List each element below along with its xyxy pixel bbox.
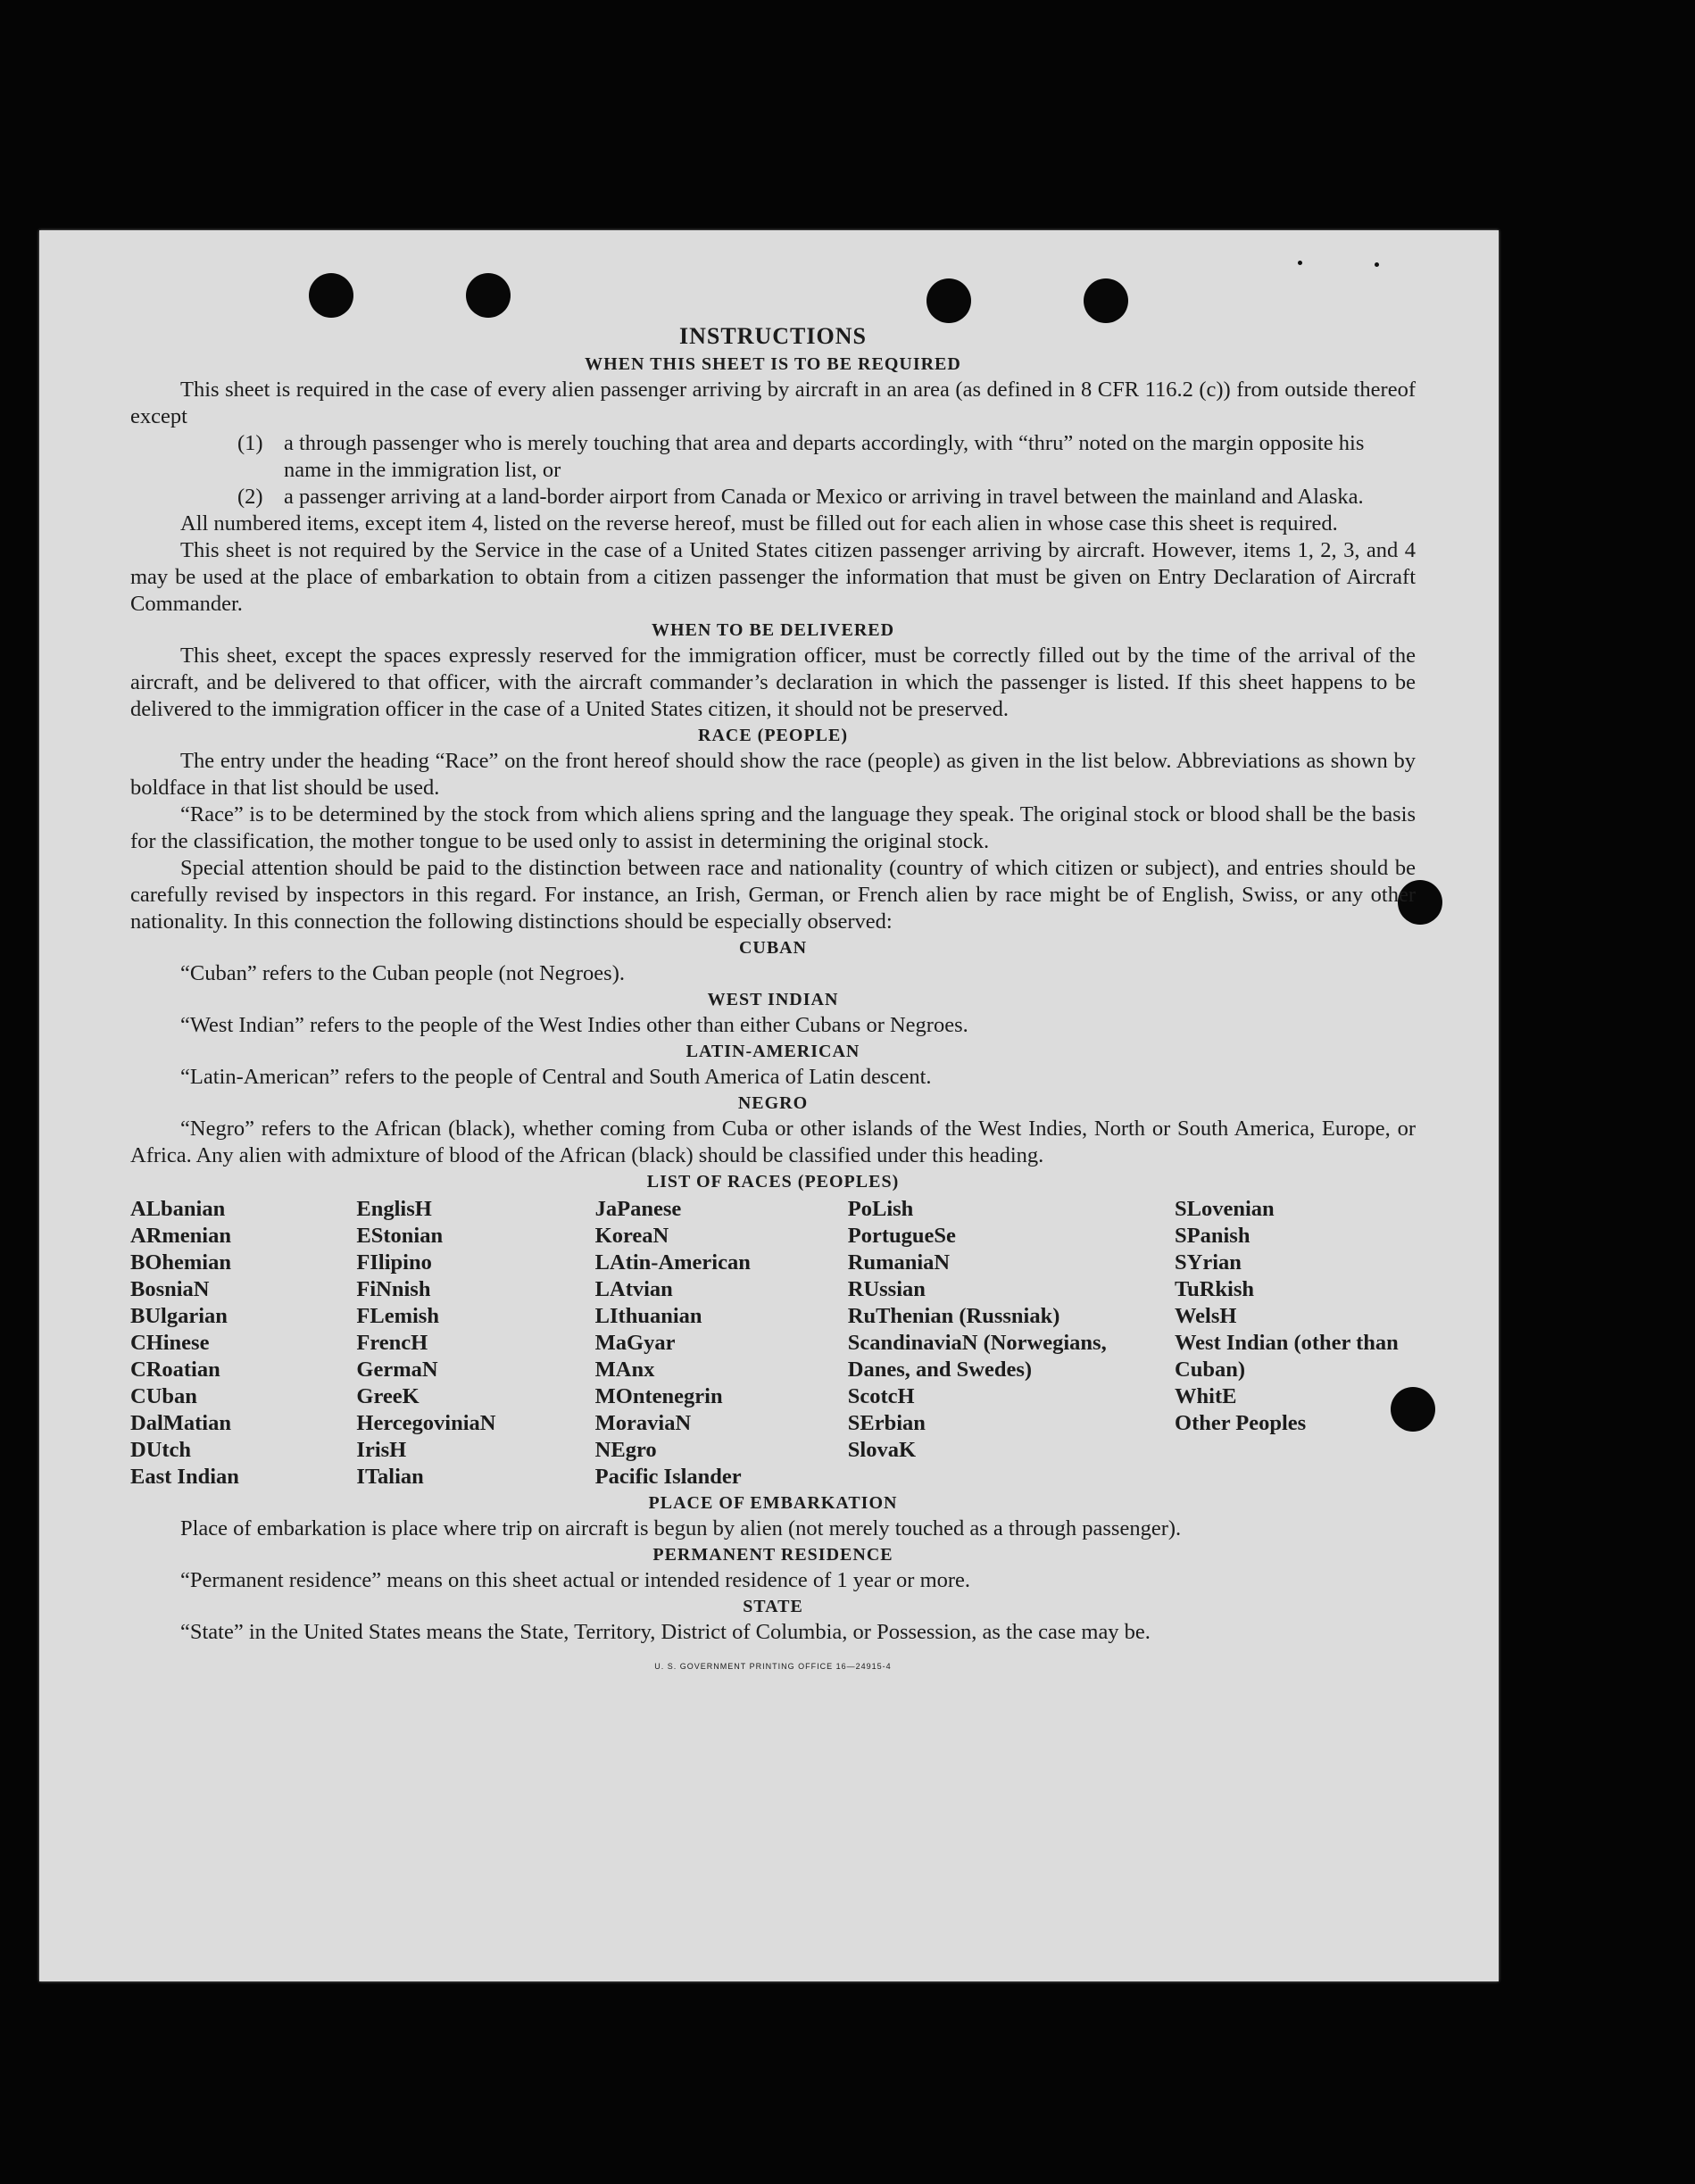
race-entry: ALbanian <box>130 1197 226 1221</box>
when-required-para2: All numbered items, except item 4, listed on the reverse hereof, must be filled out for each alien in whose case this sheet is required. <box>180 511 1338 536</box>
race-entry: Pacific Islander <box>594 1465 742 1489</box>
race-entry: ScandinaviaN (Norwegians, Danes, and Swedes) <box>847 1331 1107 1382</box>
when-required-para3: This sheet is not required by the Service in the case of a United States citizen passenger arriving by aircraft. However, items 1, 2, 3, and 4 may be used at the place of embarkation to obtain from a citizen passenger the information that must be given on Entry Declaration of Aircraft Commander. <box>130 538 1416 616</box>
race-entry: WelsH <box>1175 1304 1237 1328</box>
races-column <box>130 1196 356 1491</box>
race-entry: JaPanese <box>594 1197 682 1221</box>
race-entry: ARmenian <box>130 1224 231 1248</box>
race-entry: FiNnish <box>356 1277 431 1301</box>
west-indian-text: “West Indian” refers to the people of the West Indies other than either Cubans or Negroes. <box>180 1013 968 1037</box>
race-entry: KoreaN <box>594 1224 669 1248</box>
race-para2: “Race” is to be determined by the stock from which aliens spring and the language they speak. The original stock or blood shall be the basis for the classification, the mother tongue to be used only to assist in determining the original stock. <box>130 802 1416 853</box>
race-entry: BUlgarian <box>130 1304 228 1328</box>
race-entry: FIlipino <box>356 1250 432 1275</box>
race-entry: SlovaK <box>847 1438 917 1462</box>
race-entry: RUssian <box>847 1277 926 1301</box>
race-entry: GreeK <box>356 1384 420 1408</box>
races-column <box>356 1196 594 1491</box>
race-entry: WhitE <box>1175 1384 1237 1408</box>
heading-when-delivered: WHEN TO BE DELIVERED <box>651 620 895 640</box>
residence-text: “Permanent residence” means on this sheet actual or intended residence of 1 year or more. <box>180 1568 971 1592</box>
heading-residence: PERMANENT RESIDENCE <box>652 1545 893 1565</box>
race-entry: ScotcH <box>847 1384 915 1408</box>
race-entry: DalMatian <box>130 1411 231 1435</box>
race-entry: SYrian <box>1175 1250 1242 1275</box>
item-number: (2) <box>237 485 263 509</box>
race-entry: SPanish <box>1175 1224 1250 1248</box>
race-entry: SErbian <box>847 1411 926 1435</box>
negro-text: “Negro” refers to the African (black), whether coming from Cuba or other islands of the West Indies, North or South America, Europe, or Africa. Any alien with admixture of blood of the African (black) should be classified under this heading. <box>130 1117 1416 1167</box>
heading-when-required: WHEN THIS SHEET IS TO BE REQUIRED <box>585 354 961 374</box>
race-entry: GermaN <box>356 1358 438 1382</box>
heading-west-indian: WEST INDIAN <box>707 990 839 1009</box>
race-entry: ITalian <box>356 1465 424 1489</box>
race-entry: FrencH <box>356 1331 428 1355</box>
race-entry: SLovenian <box>1175 1197 1275 1221</box>
instructions-body <box>130 320 1416 1680</box>
race-entry: MoraviaN <box>594 1411 692 1435</box>
punch-hole <box>1084 278 1128 323</box>
race-entry: East Indian <box>130 1465 239 1489</box>
race-entry: CRoatian <box>130 1358 220 1382</box>
race-entry: LIthuanian <box>594 1304 702 1328</box>
race-entry: RuThenian (Russniak) <box>847 1304 1060 1328</box>
heading-list-of-races: LIST OF RACES (PEOPLES) <box>646 1172 900 1192</box>
race-entry: BOhemian <box>130 1250 231 1275</box>
heading-state: STATE <box>743 1597 803 1616</box>
speck <box>1298 261 1302 265</box>
race-entry: FLemish <box>356 1304 439 1328</box>
race-entry: RumaniaN <box>847 1250 951 1275</box>
when-delivered-text: This sheet, except the spaces expressly reserved for the immigration officer, must be correctly filled out by the time of the arrival of the aircraft, and be delivered to that officer, with the aircraft commander’s declaration in which the passenger is listed. If this sheet happens to be delivered to the immigration officer in the case of a United States citizen, it should not be preserved. <box>130 644 1416 721</box>
race-entry: LAtin-American <box>594 1250 751 1275</box>
punch-hole <box>466 273 511 318</box>
race-entry: West Indian (other than Cuban) <box>1175 1331 1399 1382</box>
document-sheet <box>39 230 1499 1981</box>
embarkation-text: Place of embarkation is place where trip on aircraft is begun by alien (not merely touched as a through passenger). <box>180 1516 1182 1540</box>
heading-race: RACE (PEOPLE) <box>698 726 848 745</box>
race-entry: MaGyar <box>594 1331 676 1355</box>
race-entry: TuRkish <box>1175 1277 1255 1301</box>
race-entry: LAtvian <box>594 1277 673 1301</box>
race-entry: CUban <box>130 1384 197 1408</box>
race-entry: HercegoviniaN <box>356 1411 496 1435</box>
race-entry: MAnx <box>594 1358 655 1382</box>
heading-latin-american: LATIN-AMERICAN <box>685 1042 860 1061</box>
race-entry: CHinese <box>130 1331 210 1355</box>
when-required-intro: This sheet is required in the case of every alien passenger arriving by aircraft in an area (as defined in 8 CFR 116.2 (c)) from outside thereof except <box>130 378 1416 428</box>
punch-hole <box>926 278 971 323</box>
race-entry: NEgro <box>594 1438 657 1462</box>
page-title: INSTRUCTIONS <box>679 323 867 349</box>
races-column <box>1175 1196 1416 1491</box>
latin-american-text: “Latin-American” refers to the people of Central and South America of Latin descent. <box>180 1065 932 1089</box>
item-number: (1) <box>237 431 263 455</box>
heading-embarkation: PLACE OF EMBARKATION <box>648 1493 898 1513</box>
race-entry: Other Peoples <box>1175 1411 1307 1435</box>
item-text: a passenger arriving at a land-border airport from Canada or Mexico or arriving in travel between the mainland and Alaska. <box>284 485 1364 509</box>
races-column <box>848 1196 1175 1491</box>
race-entry: BosniaN <box>130 1277 210 1301</box>
race-entry: DUtch <box>130 1438 192 1462</box>
exception-item <box>130 430 1416 484</box>
heading-negro: NEGRO <box>737 1093 809 1113</box>
cuban-text: “Cuban” refers to the Cuban people (not Negroes). <box>180 961 625 985</box>
printer-imprint: U. S. GOVERNMENT PRINTING OFFICE 16—24915-4 <box>654 1662 892 1671</box>
race-para1: The entry under the heading “Race” on the front hereof should show the race (people) as given in the list below. Abbreviations as shown by boldface in that list should be used. <box>130 749 1416 800</box>
state-text: “State” in the United States means the State, Territory, District of Columbia, or Possession, as the case may be. <box>180 1620 1151 1644</box>
races-column <box>595 1196 848 1491</box>
race-para3: Special attention should be paid to the distinction between race and nationality (country of which citizen or subject), and entries should be carefully revised by inspectors in this regard. For instance, an Irish, German, or French alien by race might be of English, Swiss, or any other nationality. In this connection the following distinctions should be especially observed: <box>130 856 1416 934</box>
race-entry: PoLish <box>847 1197 914 1221</box>
heading-cuban: CUBAN <box>738 938 808 958</box>
races-list <box>130 1196 1416 1491</box>
punch-hole <box>309 273 353 318</box>
race-entry: IrisH <box>356 1438 407 1462</box>
race-entry: MOntenegrin <box>594 1384 723 1408</box>
race-entry: PortugueSe <box>847 1224 956 1248</box>
race-entry: EStonian <box>356 1224 444 1248</box>
item-text: a through passenger who is merely touching that area and departs accordingly, with “thru” noted on the margin opposite his name in the immigration list, or <box>284 431 1365 482</box>
exception-item <box>130 484 1416 511</box>
race-entry: EnglisH <box>356 1197 432 1221</box>
speck <box>1375 262 1379 267</box>
